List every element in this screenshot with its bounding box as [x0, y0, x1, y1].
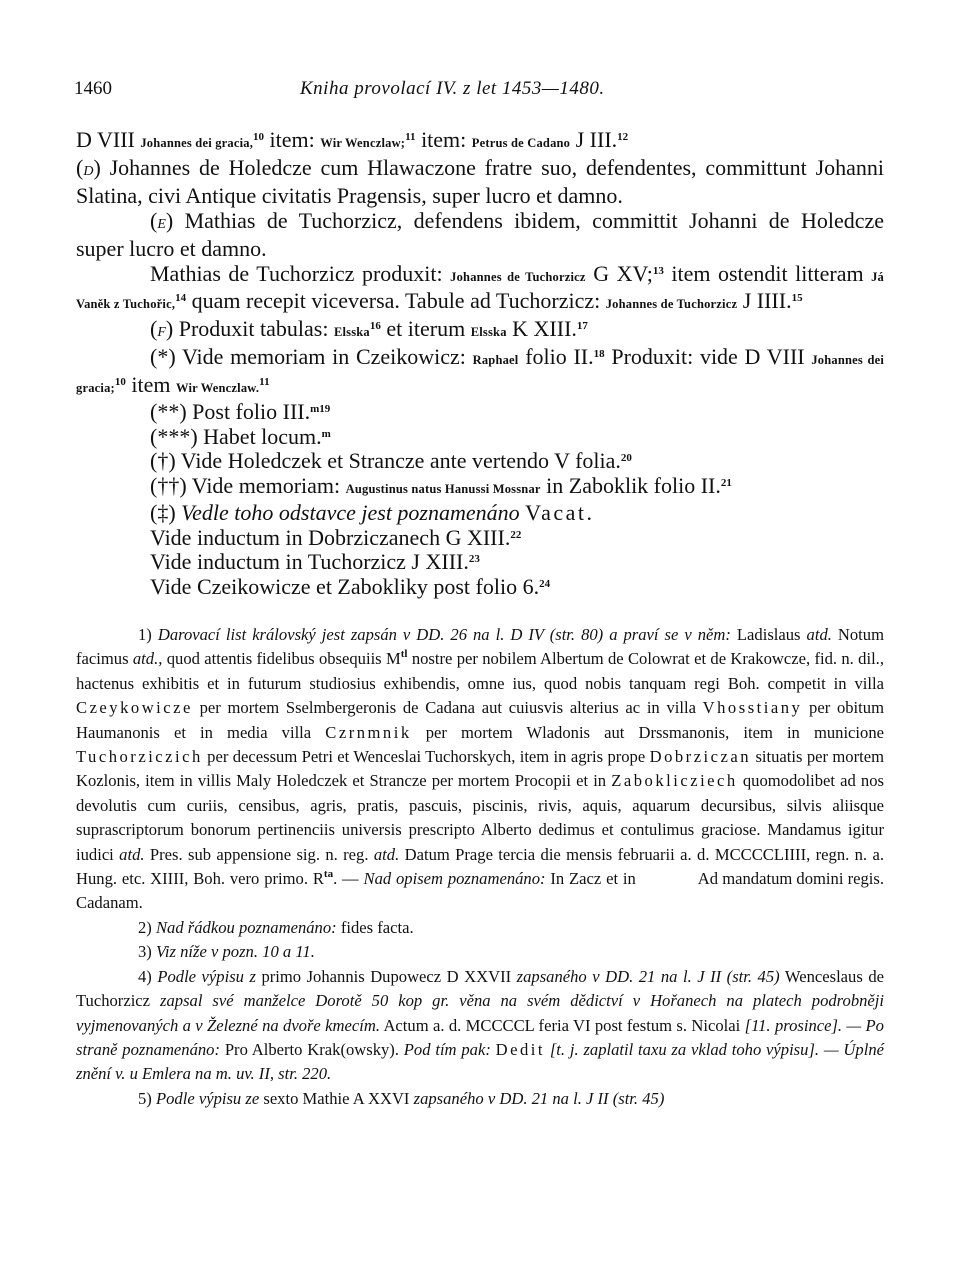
entry-mark-e: (E) Mathias de Tuchorzicz, defendens ibidem, committit Johanni de Holedcze super lucro et damno. [76, 207, 884, 261]
entry-d-viii: D VIII Johannes dei gracia,$^{10}$ item: Wir Wenczlaw;$^{11}$ item: Petrus de Cadano J III.$^{12}$ [76, 127, 629, 152]
footnotes [76, 623, 884, 1111]
entry-post-folio: (**) Post folio III.$^{m19}$ [150, 399, 331, 424]
mark-d-icon: D [83, 163, 94, 179]
footnote-number: 2) [138, 917, 152, 937]
entry-dobrziczanech: Vide inductum in Dobrziczanech G XIII.$^{22}$ [150, 524, 522, 550]
entry-tuchorzicz: Vide inductum in Tuchorzicz J XIII.$^{23}$ [150, 549, 480, 574]
mark-f-icon: F [157, 324, 166, 340]
entry-mark-d: (D) Johannes de Holedcze cum Hlawaczone fratre suo, defendentes, committunt Johanni Slatina, civi Antique civitatis Pragensis, super lucro et damno. [76, 154, 885, 208]
footnote-3: 3) Viz níže v pozn. 10 a 11. [138, 942, 315, 962]
entry-zaboklik: (††) Vide memoriam: Augustinus natus Hanussi Mossnar in Zaboklik folio II.$^{21}$ [150, 472, 732, 498]
footnote-number: 4) [138, 966, 152, 986]
mark-e-icon: E [157, 216, 166, 232]
page-number: 1460 [74, 78, 112, 99]
footnote-2: 2) Nad řádkou poznamenáno: fides facta. [138, 917, 414, 937]
entry-mark-f: (F) Produxit tabulas: Elsska$^{16}$ et iterum Elsska K XIII.$^{17}$ [150, 315, 588, 341]
entry-vacat: (‡) Vedle toho odstavce jest poznamenáno Vacat. [150, 500, 595, 525]
entry-produxit: Mathias de Tuchorzicz produxit: Johannes de Tuchorzicz G XV;$^{13}$ item ostendit litteram Já Vaněk z Tuchořic,$^{14}$ quam recepit viceversa. Tabule ad Tuchorzicz: Johannes de Tuchorzicz J IIII.$^{15}$ [76, 260, 885, 313]
entry-memoriam: (*) Vide memoriam in Czeikowicz: Raphael folio II.$^{18}$ Produxit: vide D VIII Johannes dei gracia;$^{10}$ item Wir Wenczlaw.$^{11}$ [76, 344, 885, 397]
footnote-number: 5) [138, 1088, 152, 1108]
footnote-5: 5) Podle výpisu ze sexto Mathie A XXVI zapsaného v DD. 21 na l. J II (str. 45) [138, 1088, 665, 1108]
main-text [76, 128, 884, 599]
entry-habet-locum: (***) Habet locum.$^m$ [150, 423, 331, 449]
footnote-number: 1) [138, 625, 152, 644]
footnote-1: 1) Darovací list královský jest zapsán v DD. 26 na l. D IV (str. 80) a praví se v něm: Ladislaus atd. Notum facimus atd., quod attentis fidelibus obsequiis $M^{tl}$ nostre per nobilem Albertum de Colowrat et de Krakowcze, fid. n. dil., hactenus exhibitis et in futurum studiosius exhibendis, omne ius, quod nobis tanquam regi Boh. competit in villa Czeykowicze per mortem Sselmbergeronis de Cadana aut cuiusvis alterius ac in villa Vhosstiany per obitum Haumanonis et in media villa Czrnmnik per mortem Wladonis aut Drssmanonis, item in municione Tuchorziczich per decessum Petri et Wenceslai Tuchorskych, item in agris prope Dobrziczan situatis per mortem Kozlonis, item in villis Maly Holedczek et Strancze per mortem Procopii et in Zaboklicziech quomodolibet ad nos devolutis cum curiis, censibus, agris, pratis, pascuis, piscinis, rivis, aquis, aquarum decursibus, silvis aliisque suprascriptorum bonorum pertinenciis universis prescripto Alberto dedimus et contulimus graciose. Mandamus igitur iudici atd. Pres. sub appensione sig. n. reg. atd. Datum Prage tercia die mensis februarii a. d. MCCCCLIIII, regn. n. a. Hung. etc. XIIII, Boh. vero primo. Ad mandatum domini regis. $R^{ta}$. — Nad opisem poznamenáno: In Zacz et in Cadanam. [76, 625, 885, 913]
footnote-number: 3) [138, 942, 152, 962]
footnote-4: 4) Podle výpisu z primo Johannis Dupowecz D XXVII zapsaného v DD. 21 na l. J II (str. 45) Wenceslaus de Tuchorzicz zapsal své manželce Dorotě 50 kop gr. věna na svém dědictví v Hořanech na platech podrobněji vyjmenovaných a v Železné na dvoře kmecím. Actum a. d. MCCCCL feria VI post festum s. Nicolai [11. prosince]. — Po straně poznamenáno: Pro Alberto Krak(owsky). Pod tím pak: Dedit [t. j. zaplatil taxu za vklad toho výpisu]. — Úplné znění v. u Emlera na m. uv. II, str. 220. [76, 966, 884, 1084]
entry-czeikowicze: Vide Czeikowicze et Zabokliky post folio 6.24 [150, 573, 551, 599]
entry-holedczek: (†) Vide Holedczek et Strancze ante vertendo V folia.$^{20}$ [150, 448, 632, 473]
running-title: Kniha provolací IV. z let 1453—1480. [300, 78, 605, 99]
